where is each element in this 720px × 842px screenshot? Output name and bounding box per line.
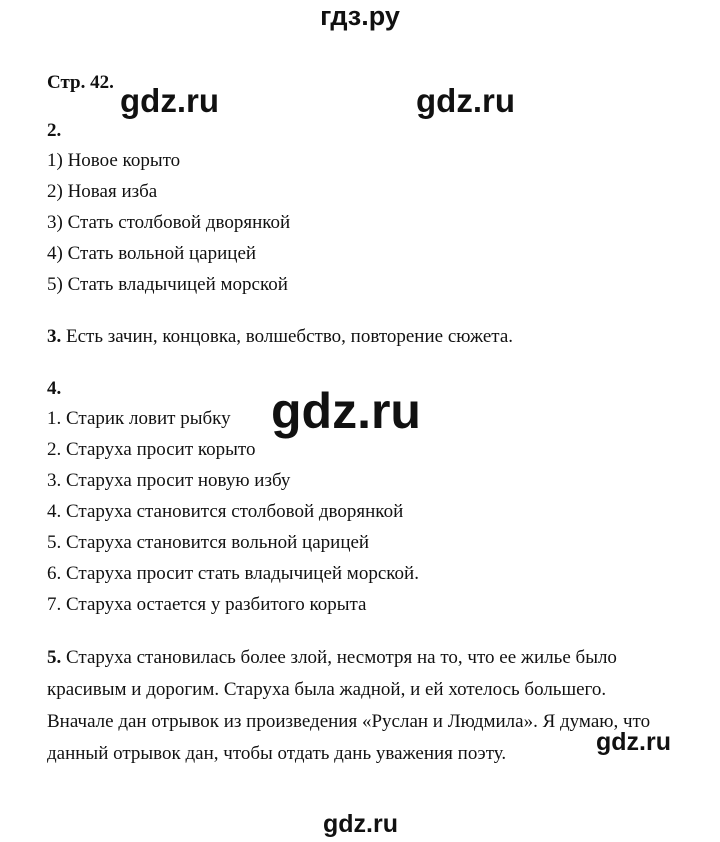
section-4-item: 6. Старуха просит стать владычицей морской. bbox=[47, 563, 419, 584]
section-2-item: 2) Новая изба bbox=[47, 181, 158, 202]
watermark-logo: gdz.ru bbox=[271, 383, 421, 439]
section-2-item: 3) Стать столбовой дворянкой bbox=[47, 212, 291, 233]
section-4-item: 7. Старуха остается у разбитого корыта bbox=[47, 594, 367, 615]
section-2-item: 4) Стать вольной царицей bbox=[47, 243, 257, 264]
watermark-logo: gdz.ru bbox=[323, 810, 398, 838]
section-3-text: Есть зачин, концовка, волшебство, повторение сюжета. bbox=[66, 326, 514, 347]
section-4-item: 1. Старик ловит рыбку bbox=[47, 408, 231, 429]
watermark-logo: gdz.ru bbox=[120, 82, 219, 119]
watermark-logo: gdz.ru bbox=[416, 82, 515, 119]
site-header-title: гдз.ру bbox=[320, 1, 400, 31]
section-4-number: 4. bbox=[47, 378, 62, 399]
section-4-item: 2. Старуха просит корыто bbox=[47, 439, 256, 460]
page-label: Стр. 42. bbox=[47, 72, 114, 93]
section-5 bbox=[47, 642, 677, 770]
watermark-logo: gdz.ru bbox=[596, 728, 671, 756]
section-4-item: 3. Старуха просит новую избу bbox=[47, 470, 291, 491]
section-3-number: 3. bbox=[47, 326, 62, 347]
section-3 bbox=[47, 326, 513, 348]
section-2-item: 5) Стать владычицей морской bbox=[47, 274, 288, 295]
section-2-item: 1) Новое корыто bbox=[47, 150, 181, 171]
section-4-item: 5. Старуха становится вольной царицей bbox=[47, 532, 370, 553]
section-5-text: Старуха становилась более злой, несмотря на то, что ее жилье было красивым и дорогим. Старуха была жадной, и ей хотелось большего. Вначале дан отрывок из произведения «Руслан и Людмила». Я думаю, что данный отрывок дан, чтобы отдать дань уважения поэту. bbox=[47, 647, 651, 764]
section-5-number: 5. bbox=[47, 647, 62, 668]
section-4-item: 4. Старуха становится столбовой дворянкой bbox=[47, 501, 404, 522]
section-2-number: 2. bbox=[47, 120, 62, 141]
